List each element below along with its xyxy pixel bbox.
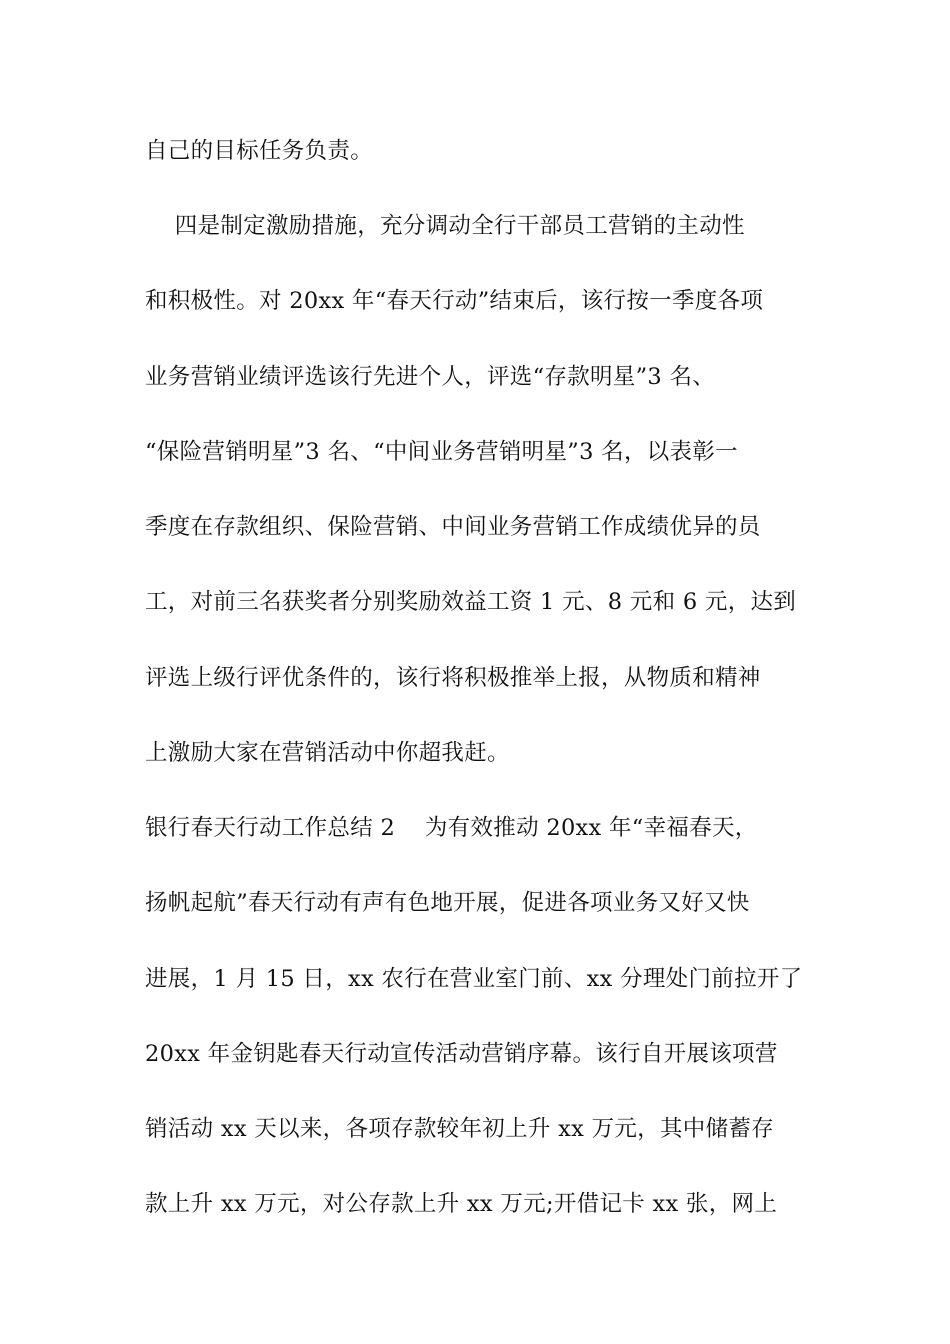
text-line: 银行春天行动工作总结 2 为有效推动 20xx 年“幸福春天， [145, 815, 758, 841]
text-line: 上激励大家在营销活动中你超我赶。 [145, 740, 510, 766]
text-line: 销活动 xx 天以来，各项存款较年初上升 xx 万元，其中储蓄存 [145, 1116, 774, 1142]
text-line: 工，对前三名获奖者分别奖励效益工资 1 元、8 元和 6 元，达到 [145, 589, 797, 615]
text-line: 20xx 年金钥匙春天行动宣传活动营销序幕。该行自开展该项营 [145, 1041, 778, 1067]
text-line: 扬帆起航”春天行动有声有色地开展，促进各项业务又好又快 [145, 890, 750, 916]
text-line: 和积极性。对 20xx 年“春天行动”结束后，该行按一季度各项 [145, 288, 764, 314]
text-line: 业务营销业绩评选该行先进个人，评选“存款明星”3 名、 [145, 364, 716, 390]
text-line: 评选上级行评优条件的，该行将积极推举上报，从物质和精神 [145, 665, 761, 691]
text-line: 季度在存款组织、保险营销、中间业务营销工作成绩优异的员 [145, 514, 761, 540]
text-line: “保险营销明星”3 名、“中间业务营销明星”3 名，以表彰一 [145, 439, 738, 465]
text-line: 四是制定激励措施，充分调动全行干部员工营销的主动性 [145, 213, 745, 239]
text-line: 款上升 xx 万元，对公存款上升 xx 万元;开借记卡 xx 张，网上 [145, 1191, 778, 1217]
text-line: 进展，1 月 15 日，xx 农行在营业室门前、xx 分理处门前拉开了 [145, 966, 803, 992]
text-line: 自己的目标任务负责。 [145, 138, 374, 164]
